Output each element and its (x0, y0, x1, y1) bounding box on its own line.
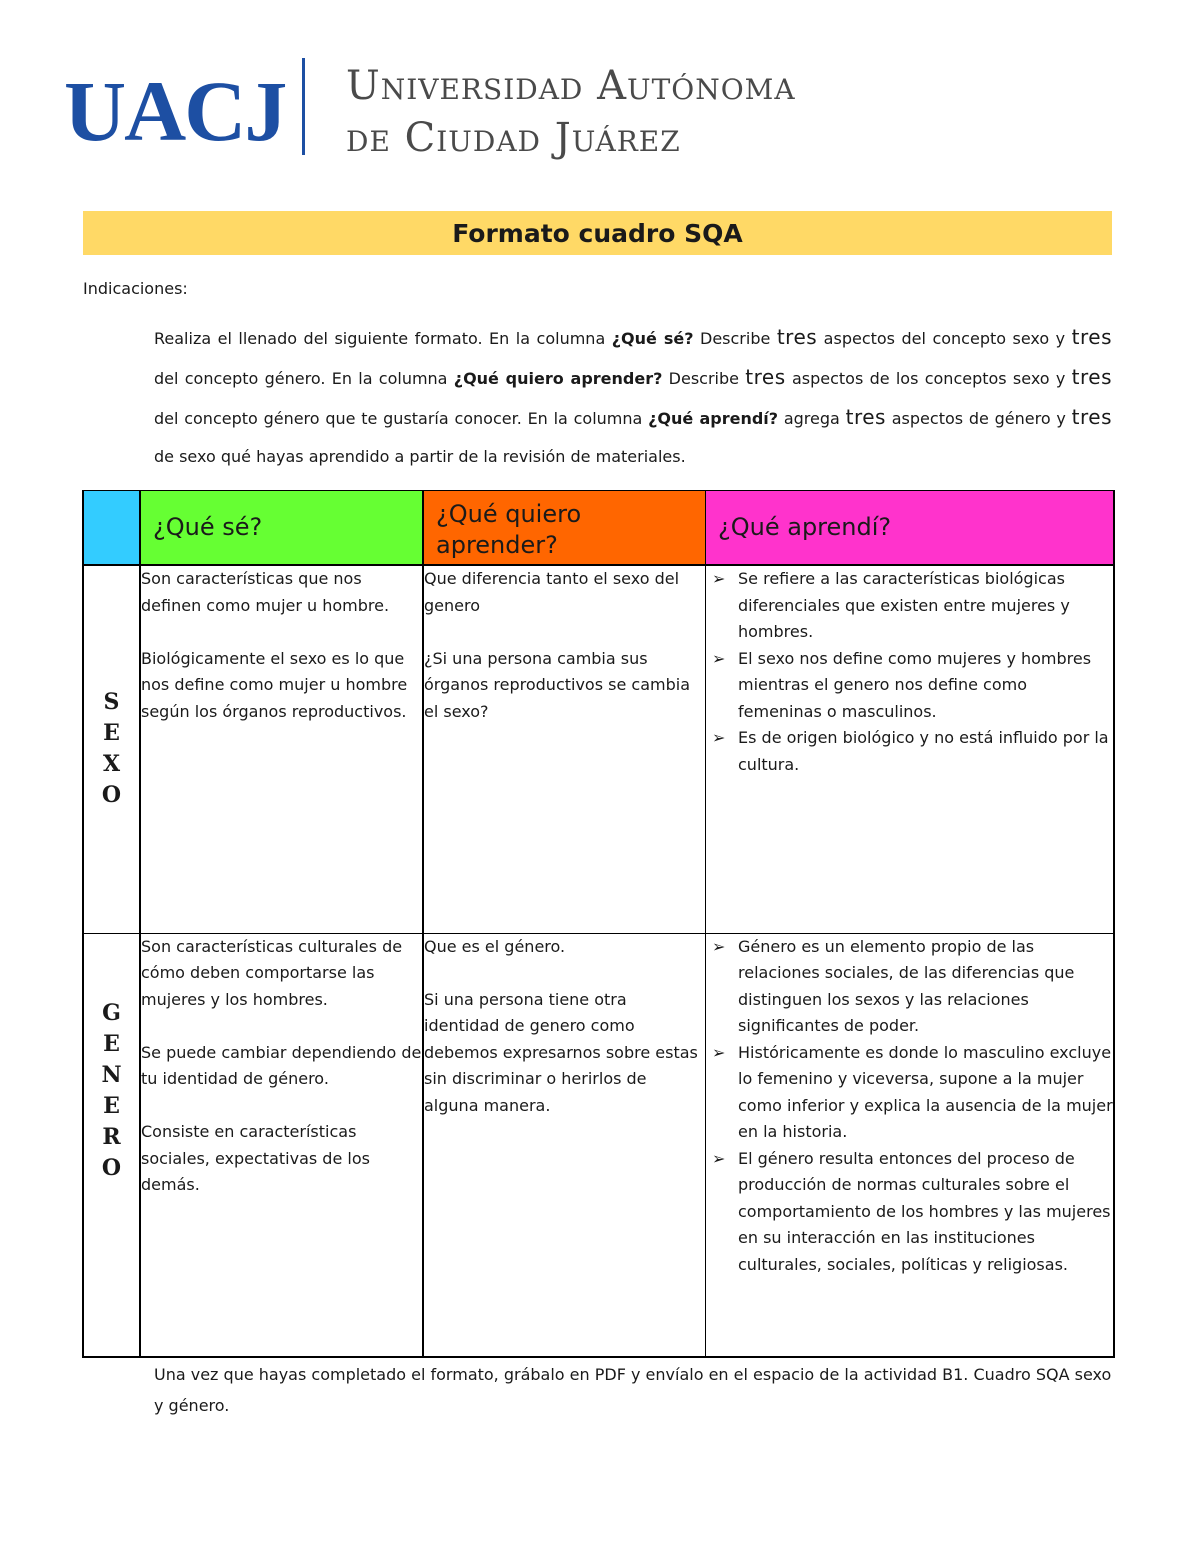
table-header-row (83, 491, 1114, 566)
cell-paragraph: Que diferencia tanto el sexo del genero (424, 569, 680, 615)
university-name (346, 60, 796, 164)
row-label-letter: R (102, 1123, 121, 1150)
arrow-list-item: ➢ Es de origen biológico y no está influido por la cultura. (710, 725, 1113, 778)
instr-bold: ¿Qué aprendí? (648, 409, 779, 428)
header-aprendi (706, 491, 1115, 566)
instr-tres: tres (1071, 365, 1113, 389)
header-que-se (140, 491, 423, 566)
university-name-line1: Universidad Autónoma (346, 63, 796, 109)
cell-paragraph: Biológicamente el sexo es lo que nos define como mujer u hombre según los órganos reproductivos. (141, 648, 408, 721)
footer-note: Una vez que hayas completado el formato, grábalo en PDF y envíalo en el espacio de la actividad B1. Cuadro SQA sexo y género. (154, 1365, 1112, 1415)
cell-genero-aprendi (706, 933, 1115, 1357)
header-quiero-aprender (423, 491, 706, 566)
cell-paragraph: Son características que nos definen como mujer u hombre. (141, 569, 390, 615)
header-corner-cell (83, 491, 140, 566)
cell-sexo-que-se (140, 565, 423, 933)
instr-text: del concepto género. En la columna (154, 369, 454, 388)
arrow-list (710, 934, 1113, 1279)
row-label-letter: X (102, 751, 121, 778)
instr-text: Realiza el llenado del siguiente formato. En la columna (154, 329, 612, 348)
arrow-list-item: ➢ Se refiere a las características biológicas diferenciales que existen entre mujeres y hombres. (710, 566, 1113, 646)
instr-tres: tres (745, 365, 786, 389)
row-label-genero (83, 933, 140, 1357)
cell-paragraph: Si una persona tiene otra identidad de genero como debemos expresarnos sobre estas sin discriminar o herirlos de alguna manera. (424, 989, 698, 1115)
instr-text: aspectos de los conceptos sexo y (785, 369, 1072, 388)
arrow-list-item: ➢ Históricamente es donde lo masculino excluye lo femenino y viceversa, supone a la mujer como inferior y explica la ausencia de la mujer en la historia. (710, 1040, 1113, 1146)
instr-text: Describe (693, 329, 777, 348)
cell-paragraph: ¿Si una persona cambia sus órganos reproductivos se cambia el sexo? (424, 648, 690, 721)
logo-divider (302, 58, 305, 155)
header-que-se-label: ¿Qué sé? (153, 513, 263, 541)
instr-text: aspectos del concepto sexo y (817, 329, 1072, 348)
instr-bold: ¿Qué sé? (611, 329, 694, 348)
cell-genero-que-se (140, 933, 423, 1357)
cell-paragraph: Consiste en características sociales, expectativas de los demás. (141, 1122, 370, 1194)
table-row-genero (83, 933, 1114, 1357)
cell-paragraph: Son características culturales de cómo deben comportarse las mujeres y los hombres. (141, 936, 403, 1009)
header-quiero-aprender-label: ¿Qué quiero aprender? (436, 500, 582, 559)
row-label-sexo (83, 565, 140, 933)
row-label-letter: S (103, 689, 120, 716)
arrow-list-item: ➢ El sexo nos define como mujeres y hombres mientras el genero nos define como femeninas o masculinos. (710, 646, 1113, 726)
table-row-sexo (83, 565, 1114, 933)
university-logo (64, 58, 904, 173)
instr-text: agrega (778, 409, 846, 428)
instr-text: del concepto género que te gustaría conocer. En la columna (154, 409, 649, 428)
instr-text: de sexo qué hayas aprendido a partir de la revisión de materiales. (154, 447, 686, 466)
arrow-list-item: ➢ El género resulta entonces del proceso de producción de normas culturales sobre el comportamiento de los hombres y las mujeres en su interacción en las instituciones culturales, sociales, políticas y religiosas. (710, 1146, 1113, 1279)
page-title: Formato cuadro SQA (83, 211, 1112, 255)
row-label-letter: N (101, 1061, 122, 1088)
row-label-letter: E (103, 1030, 120, 1057)
instr-tres: tres (776, 325, 818, 349)
cell-paragraph: Se puede cambiar dependiendo de tu identidad de género. (141, 1042, 422, 1088)
header-aprendi-label: ¿Qué aprendí? (718, 513, 892, 541)
row-label-letter: E (103, 1092, 120, 1119)
row-label-letter: E (103, 720, 120, 747)
instr-tres: tres (845, 405, 886, 429)
instr-tres: tres (1071, 405, 1113, 429)
instr-text: aspectos de género y (885, 409, 1072, 428)
cell-sexo-aprendi (706, 565, 1115, 933)
cell-sexo-quiero-aprender (423, 565, 706, 933)
cell-paragraph: Que es el género. (424, 936, 566, 956)
instr-bold: ¿Qué quiero aprender? (453, 369, 663, 388)
uacj-logo-mark: UACJ (64, 63, 286, 159)
instr-tres: tres (1071, 325, 1113, 349)
row-label-letter: O (101, 782, 122, 809)
indications-label: Indicaciones: (83, 279, 188, 298)
instructions-paragraph (154, 318, 1112, 476)
sqa-table (82, 490, 1115, 1358)
arrow-list-item: ➢ Género es un elemento propio de las relaciones sociales, de las diferencias que distinguen los sexos y las relaciones significantes de poder. (710, 934, 1113, 1040)
instr-text: Describe (662, 369, 746, 388)
university-name-line2: de Ciudad Juárez (346, 115, 681, 161)
row-label-letter: G (102, 999, 121, 1026)
row-label-letter: O (101, 1154, 122, 1181)
arrow-list (710, 566, 1113, 778)
cell-genero-quiero-aprender (423, 933, 706, 1357)
